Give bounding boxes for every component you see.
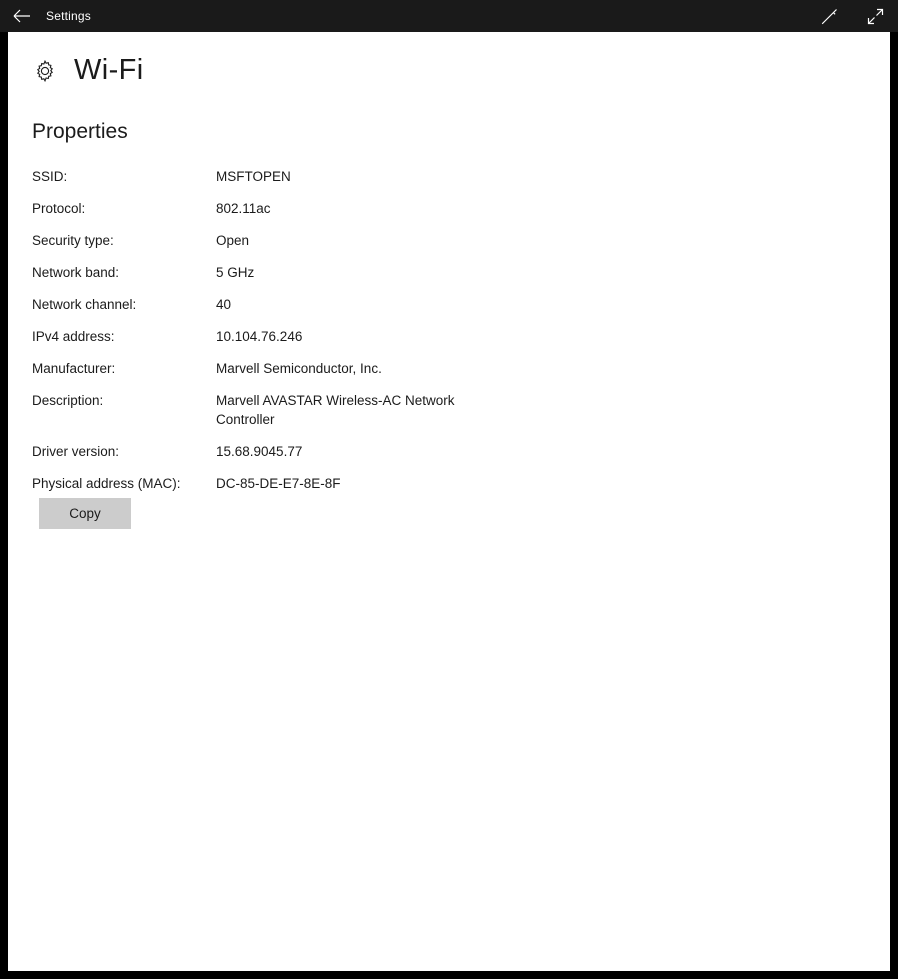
property-label: Protocol:: [32, 201, 86, 216]
property-value: 10.104.76.246: [216, 329, 303, 344]
property-row-security-type: [32, 231, 732, 250]
section-title: Properties: [32, 120, 128, 143]
properties-list: [32, 167, 732, 506]
property-label: IPv4 address:: [32, 329, 115, 344]
property-value: 40: [216, 297, 232, 312]
property-row-description: [32, 391, 732, 429]
window-title: Settings: [46, 9, 91, 23]
property-value: 15.68.9045.77: [216, 444, 303, 459]
property-value: 5 GHz: [216, 265, 255, 280]
title-bar: [0, 0, 898, 32]
property-value: DC-85-DE-E7-8E-8F: [216, 476, 341, 491]
property-row-network-channel: [32, 295, 732, 314]
property-label: Description:: [32, 393, 104, 408]
page-header: [32, 54, 144, 87]
pen-icon: [821, 8, 838, 25]
property-label: SSID:: [32, 169, 68, 184]
property-row-protocol: [32, 199, 732, 218]
property-label: Network channel:: [32, 297, 137, 312]
property-label: Network band:: [32, 265, 120, 280]
property-row-physical-address: [32, 474, 732, 493]
page-title: Wi-Fi: [74, 54, 144, 86]
property-row-manufacturer: [32, 359, 732, 378]
property-value: Marvell Semiconductor, Inc.: [216, 361, 382, 376]
property-label: Physical address (MAC):: [32, 476, 181, 491]
copy-button[interactable]: Copy: [39, 498, 131, 529]
property-row-network-band: [32, 263, 732, 282]
property-value: MSFTOPEN: [216, 169, 291, 184]
property-value: Open: [216, 233, 250, 248]
property-label: Driver version:: [32, 444, 120, 459]
property-row-ipv4-address: [32, 327, 732, 346]
back-arrow-icon: [13, 9, 31, 23]
property-label: Manufacturer:: [32, 361, 116, 376]
pen-button[interactable]: [806, 0, 852, 32]
gear-icon: [32, 58, 58, 84]
property-row-driver-version: [32, 442, 732, 461]
settings-page: [8, 32, 890, 971]
property-value: 802.11ac: [216, 201, 271, 216]
property-label: Security type:: [32, 233, 114, 248]
expand-icon: [867, 8, 884, 25]
property-value: Marvell AVASTAR Wireless-AC Network Controller: [216, 393, 455, 427]
property-row-ssid: [32, 167, 732, 186]
back-button[interactable]: [0, 0, 44, 32]
expand-button[interactable]: [852, 0, 898, 32]
